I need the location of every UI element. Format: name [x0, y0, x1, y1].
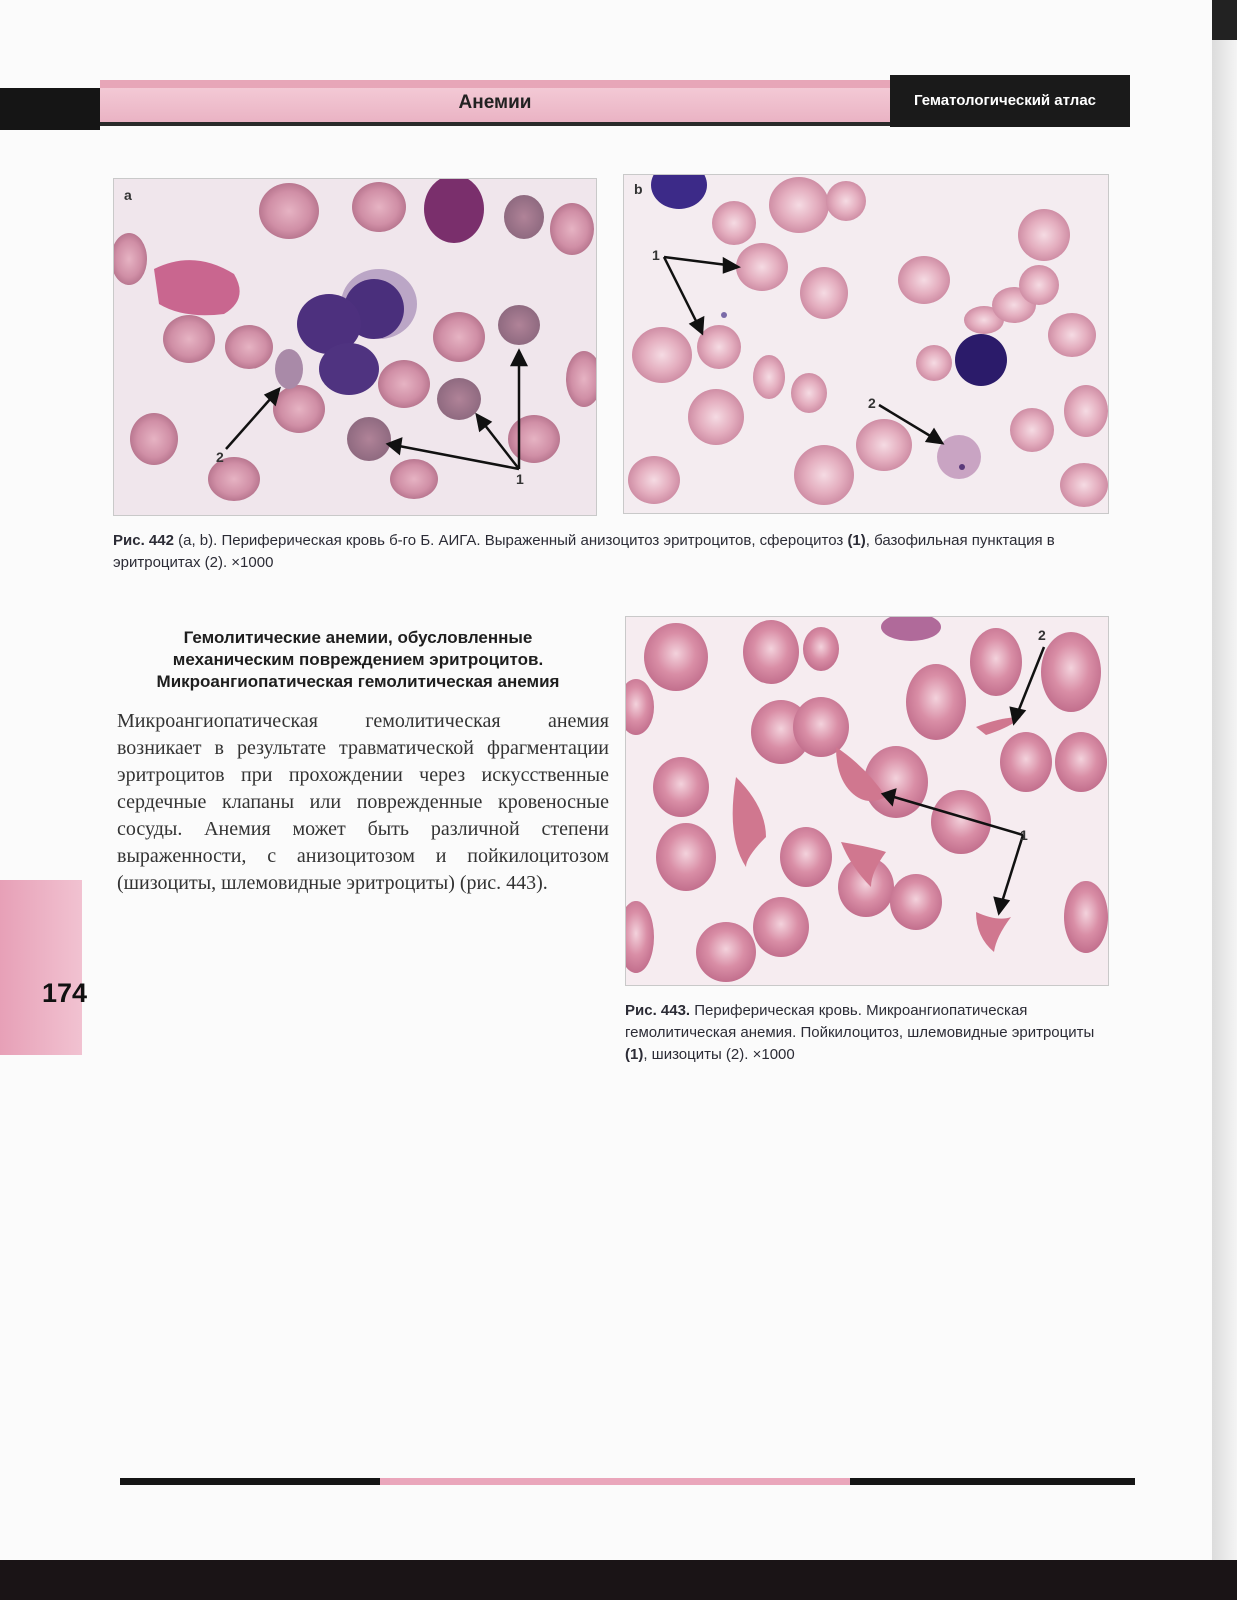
- label-1-443: 1: [1020, 827, 1028, 843]
- header-left-bar: [0, 88, 100, 130]
- footer-rule-middle: [380, 1478, 850, 1485]
- caption-442-text: (a, b). Периферическая кровь б-го Б. АИГА. Выраженный анизоцитоз эритроцитов, сфероцитоз: [173, 532, 848, 549]
- section-heading-line-3: Микроангиопатическая гемолитическая анемия: [156, 672, 560, 691]
- page-edge-tab: [0, 880, 82, 1055]
- label-2-b: 2: [868, 395, 876, 411]
- label-1-b: 1: [652, 247, 660, 263]
- label-1-a: 1: [516, 471, 524, 487]
- running-head-section: Анемии: [458, 92, 532, 113]
- section-body-text: Микроангиопатическая гемолитическая анемия возникает в результате травматической фрагментации эритроцитов при прохождении через искусственные сердечные клапаны или поврежденные кровеносные сосуды. Анемия может быть различной степени выраженности, с анизоцитозом и пойкилоцитозом (шизоциты, шлемовидные эритроциты) (рис. 443).: [117, 710, 609, 894]
- caption-443-text-2: , шизоциты (2). ×1000: [643, 1046, 795, 1063]
- footer-rule-right: [850, 1478, 1135, 1485]
- caption-442-label: Рис. 442: [113, 532, 174, 549]
- footer-rule-left: [120, 1478, 380, 1485]
- figure-443-micrograph: [625, 616, 1109, 986]
- section-heading-line-2: механическим повреждением эритроцитов.: [172, 650, 544, 669]
- scan-bottom-shadow: [0, 1560, 1237, 1600]
- section-heading: [113, 627, 603, 693]
- caption-443-label: Рис. 443.: [625, 1002, 691, 1019]
- figure-442a-micrograph: [113, 178, 597, 516]
- header-pink-line: [100, 80, 890, 88]
- section-heading-line-1: Гемолитические анемии, обусловленные: [183, 628, 533, 647]
- scan-corner-shadow: [1212, 0, 1237, 40]
- figure-442b-micrograph: [623, 174, 1109, 514]
- caption-442-ref-1: (1): [847, 532, 866, 549]
- panel-letter-b: b: [634, 181, 643, 197]
- caption-443-ref-1: (1): [625, 1046, 644, 1063]
- label-2-a: 2: [216, 449, 224, 465]
- panel-letter-a: a: [124, 187, 132, 203]
- figure-443-caption: [625, 1000, 1110, 1066]
- caption-443-text: Периферическая кровь. Микроангиопатическая гемолитическая анемия. Пойкилоцитоз, шлемовидные эритроциты: [625, 1002, 1095, 1041]
- caption-442-text-2: , базофильная пунктация в эритроцитах (2). ×1000: [113, 532, 1055, 571]
- figure-442-caption: [113, 530, 1107, 574]
- scan-page-edge: [1212, 0, 1237, 1600]
- page-number: 174: [42, 978, 88, 1008]
- label-2-443: 2: [1038, 627, 1046, 643]
- running-head-book: Гематологический атлас: [913, 92, 1097, 109]
